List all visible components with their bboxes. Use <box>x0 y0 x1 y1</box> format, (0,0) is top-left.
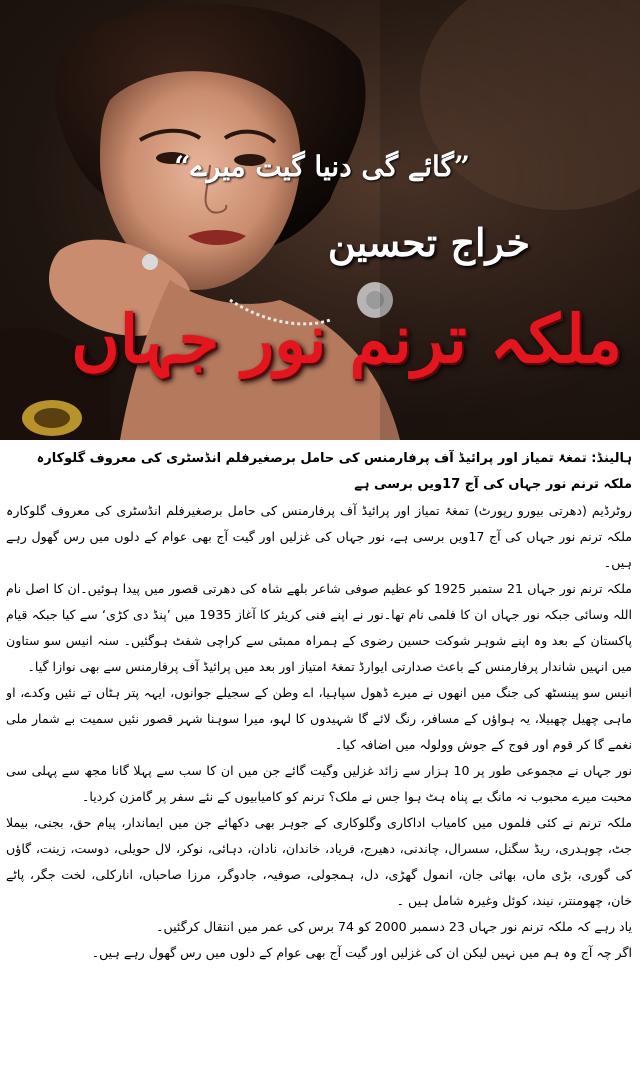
header-banner <box>0 0 640 440</box>
article-paragraph: ملکہ ترنم نے کئی فلموں میں کامیاب اداکاری وگلوکاری کے جوہر بھی دکھائے جن میں ایماندار، پیام حق، بجنی، بیملا جٹ، چوہدری، ریڈ سگنل، سسرال، چاندنی، دھیرج، فریاد، خاندان، نادان، دہائی، نوکر، لال حویلی، دوست، زینت، گاؤں کی گوری، بڑی ماں، بھائی جان، انمول گھڑی، دل، ہمجولی، صوفیہ، جادوگر، مرزا صاحباں، انارکلی، لخت جگر، پاٹے خان، چھومنتر، نیند، کوئل وغیرہ شامل ہیں ۔ <box>6 815 632 908</box>
tribute-heading: خراج تحسین <box>327 220 530 265</box>
name-title: ملکہ ترنم نور جہاں <box>71 300 622 378</box>
article-paragraph: یاد رہے کہ ملکہ ترنم نور جہاں 23 دسمبر 2000 کو 74 برس کی عمر میں انتقال کرگئیں۔ <box>156 919 632 934</box>
article-dateline: ہالینڈ: تمغۂ تمیاز اور پرائیڈ آف پرفارمنس کی حامل برصغیرفلم انڈسٹری کی معروف گلوکارہ ملکہ ترنم نور جہاں کی آج 17ویں برسی ہے <box>36 451 632 492</box>
article-paragraph: ملکہ ترنم نور جہاں 21 ستمبر 1925 کو عظیم صوفی شاعر بلھے شاہ کی دھرتی قصور میں پیدا ہوئیں۔ان کا اصل نام اللہ وسائی جبکہ نور جہاں ان کا فلمی نام تھا۔نور نے اپنے فنی کریئر کا آغاز 1935 میں ’پنڈ دی کڑی‘ سے کیا جبکہ قیام پاکستان کے بعد وہ اپنے شوہر شوکت حسین رضوی کے ہمراہ ممبئی سے کراچی شفٹ ہوگئیں۔ سنہ انیس سو ستاون میں انہیں شاندار پرفارمنس کے باعث صدارتی ایوارڈ تمغۂ امتیاز اور بعد میں پرائیڈ آف پرفارمنس سے بھی نوازا گیا۔ <box>6 581 632 674</box>
article-body <box>6 446 632 1066</box>
article-paragraph: اگر چہ آج وہ ہم میں نہیں لیکن ان کی غزلیں اور گیت آج بھی عوام کے دلوں میں رس گھول رہے ہیں۔ <box>91 945 632 960</box>
article-paragraph: نور جہاں نے مجموعی طور پر 10 ہزار سے زائد غزلیں وگیت گائے جن میں ان کا سب سے پہلا گانا مجھ سے پہلی سی محبت میرے محبوب نہ مانگ بے پناہ ہٹ ہوا جس نے ملک؟ ترنم کو کامیابیوں کے نئے سفر پر گامزن کردیا۔ <box>6 763 632 804</box>
article-paragraph: انیس سو پینسٹھ کی جنگ میں انھوں نے میرے ڈھول سپاہیا، اے وطن کے سجیلے جوانوں، ایہہ پتر ہٹاں تے نئیں وکدے، او ماہی چھیل چھبیلا، یہ ہواؤں کے مسافر، رنگ لائے گا شہیدوں کا لہو، میرا سوہنا شہر قصور نئیں سمیت بے شمار ملی نغمے گا کر قوم اور فوج کے جوش وولولہ میں اضافہ کیا۔ <box>6 685 632 752</box>
article-paragraph: روٹرڈیم (دھرتی بیورو رپورٹ) تمغۂ تمیاز اور پرائیڈ آف پرفارمنس کی حامل برصغیرفلم انڈسٹری کی معروف گلوکارہ ملکہ ترنم نور جہاں کی آج 17ویں برسی ہے، نور جہاں کی غزلیں اور گیت آج بھی عوام کے دلوں میں رس گھول رہے ہیں۔ <box>6 503 632 570</box>
quote-title: ”گائے گی دنیا گیت میرے“ <box>174 150 470 183</box>
